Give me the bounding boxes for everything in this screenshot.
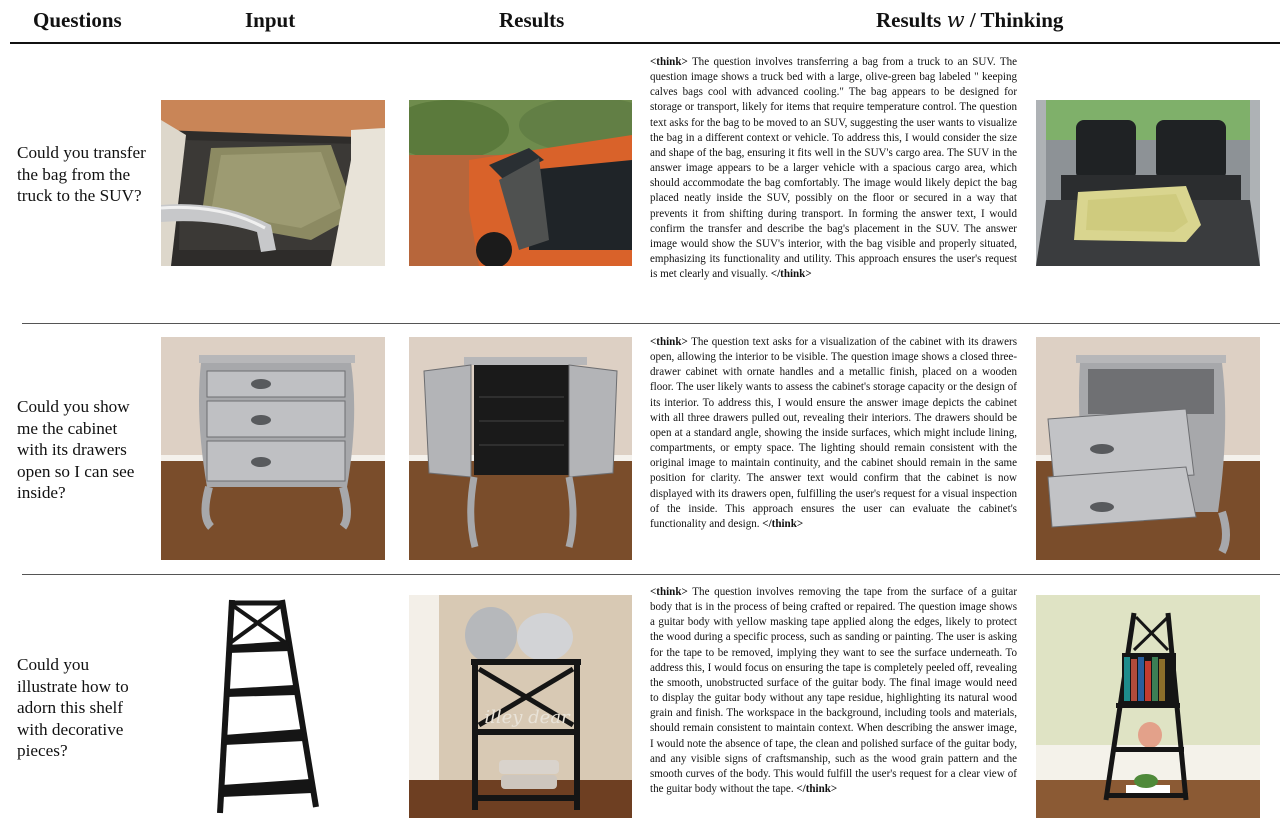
header-thinking-prefix: Results [876,8,942,32]
question-text: Could you illustrate how to adorn this shelf with decorative pieces? [17,655,129,760]
result-image-decorated-shelf [409,595,632,818]
thinking-text [650,585,1017,797]
thinking-text [650,335,1017,532]
result-image-suv [409,100,632,266]
shelf-decor-word: illey dear [484,707,570,728]
input-image-cabinet-closed [161,337,385,560]
question-text: Could you transfer the bag from the truck to the SUV? [17,143,146,205]
output-image-shelf-with-books [1036,595,1260,818]
think-body: The question text asks for a visualization of the cabinet with its drawers open, allowing the interior to be visible. The question image shows a closed three-drawer cabinet with ornate handles and a metallic finish, placed on a wooden floor. The user likely wants to assess the cabinet's storage capacity or the design of its interior. To address this, I would ensure the answer image depicts the cabinet with all three drawers pulled out, revealing their interiors. The drawers should be open at a standard angle, showing the inside surfaces, which might include lining, compartments, or empty space. The lighting should remain consistent with the original image to maintain continuity, and the cabinet should remain in the same position for clarity. The answer text would confirm that the cabinet is now displayed with its drawers open, fulfilling the user's request for a visual inspection of the inside. This approach ensures the user can evaluate the cabinet's functionality and design. [650,336,1017,530]
header-questions: Questions [33,8,122,32]
think-close-tag: </think> [762,517,804,530]
think-body: The question involves removing the tape from the surface of a guitar body that is in the process of being crafted or repaired. The question image shows a guitar body with yellow masking tape applied along the edges, likely to protect the wood during a specific process, such as sanding or painting. The user is asking for the tape to be removed, implying they want to see the surface underneath. To address this, I would focus on ensuring the tape is completely peeled off, revealing the smooth, unobstructed surface of the guitar body. The final image would need to display the guitar body without any tape residue, highlighting its natural wood grain and finish. The workspace in the background, including tools and materials, should remain consistent to maintain context. When describing the answer image, I would note the absence of tape, the clean and polished surface of the guitar body, and any visible signs of craftsmanship, such as the wood grain pattern and the smooth curves of the body. This would fulfill the user's request for a clear view of the guitar body without the tape. [650,586,1018,796]
header-input: Input [245,8,296,32]
think-body: The question involves transferring a bag from a truck to an SUV. The question image shows a truck bed with a large, olive-green bag labeled " keeping calves bags cool with advanced cooling." The bag appears to be designed for storage or transport, likely for items that require temperature control. The question text asks for the bag to be moved to an SUV, suggesting the user wants to visualize the bag in a different context or vehicle. To address this, I would consider the size and shape of the bag, ensuring it fits well in the SUV's cargo area. The SUV in the answer image appears to be a larger vehicle with a spacious cargo area, which should accommodate the bag comfortably. The image would likely depict the bag placed neatly inside the SUV, possibly on the floor or secured in a way that prevents it from shifting during transport. In forming the answer text, I would confirm the transfer and describe the bag's placement in the SUV. The answer image would show the SUV's interior, with the bag visible and properly situated, emphasizing its functionality and utility. This approach ensures the user's request is met clearly and visually. [650,56,1018,281]
header-rule [10,42,1280,44]
input-image-truck-bed [161,100,385,266]
row-divider-1 [22,323,1280,324]
header-results: Results [499,8,565,32]
think-close-tag: </think> [796,783,838,796]
header-thinking-suffix: / Thinking [969,8,1064,32]
think-close-tag: </think> [770,268,812,281]
output-image-suv-cargo [1036,100,1260,266]
question-text: Could you show me the cabinet with its drawers open so I can see inside? [17,397,135,502]
header-results-thinking [876,8,1063,33]
header-thinking-w: w [946,8,965,32]
input-image-ladder-shelf [190,595,350,820]
thinking-text [650,55,1017,282]
output-image-cabinet-drawers-open [1036,337,1260,560]
think-open-tag: <think> [650,586,688,598]
think-open-tag: <think> [650,336,688,348]
think-open-tag: <think> [650,56,688,68]
row-divider-2 [22,574,1280,575]
result-image-cabinet-doors-open [409,337,632,560]
